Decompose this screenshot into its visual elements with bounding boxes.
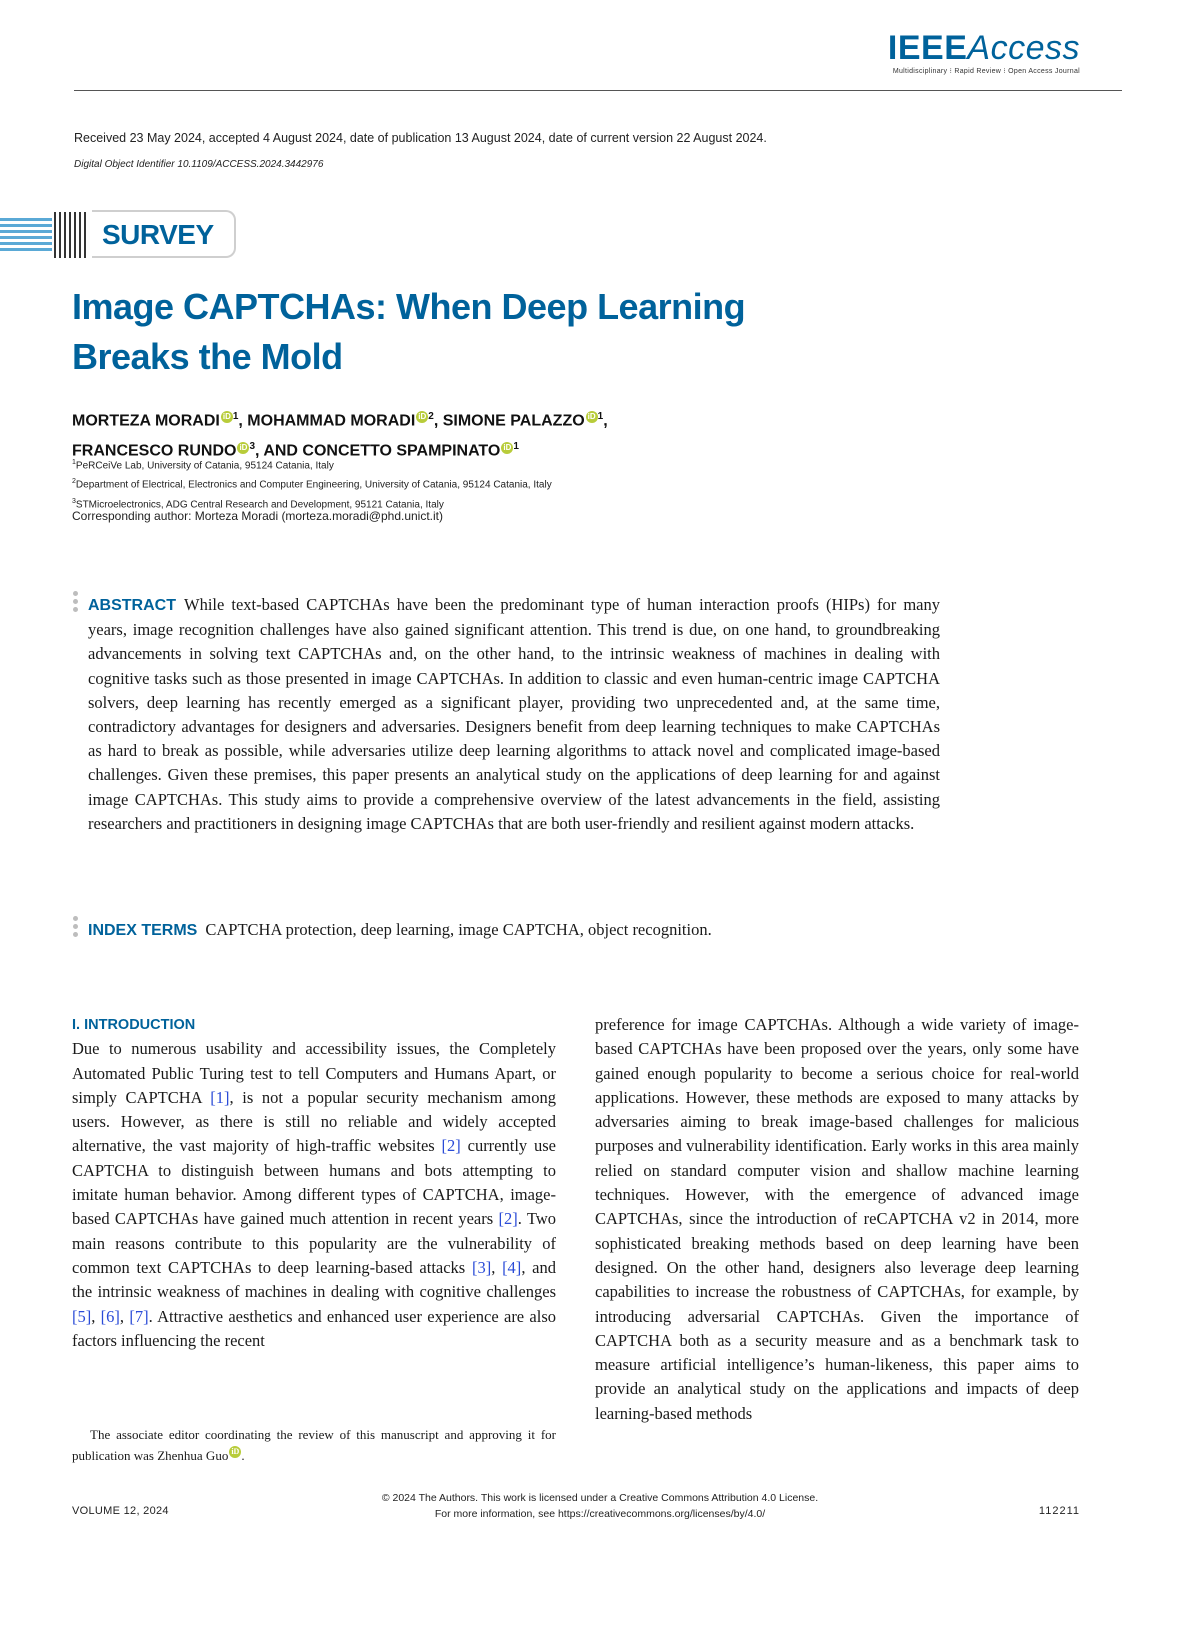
page-number: 112211 bbox=[1038, 1505, 1080, 1517]
citation-link[interactable]: [6] bbox=[100, 1306, 120, 1326]
author-name: MORTEZA MORADI bbox=[72, 412, 220, 430]
logo-tagline: Multidisciplinary ⁝ Rapid Review ⁝ Open Access Journal bbox=[892, 68, 1080, 75]
article-type-label: SURVEY bbox=[102, 219, 214, 250]
orcid-icon[interactable]: iD bbox=[587, 412, 596, 422]
author-separator: , bbox=[603, 412, 608, 430]
index-terms-label: INDEX TERMS bbox=[88, 922, 198, 939]
affiliation-sup: 1 bbox=[72, 459, 76, 466]
title-line-2: Breaks the Mold bbox=[72, 336, 343, 377]
author-affil-sup: 1 bbox=[513, 441, 519, 453]
volume: VOLUME 12, 2024 bbox=[72, 1505, 169, 1517]
intro-paragraph-continued: preference for image CAPTCHAs. Although a wide variety of image-based CAPTCHAs have been proposed over the years, only some have gained enough popularity to become a serious choice for real-world applications. However, these methods are exposed to many attacks by adversaries aiming to break image-based challenges for malicious purposes and vulnerability identification. Early works in this area mainly relied on standard computer vision and shallow machine learning techniques. However, with the emergence of advanced image CAPTCHAs, since the introduction of reCAPTCHA v2 in 2014, more sophisticated breaking methods based on deep learning have been designed. On the other hand, designers also leverage deep learning capabilities to increase the robustness of CAPTCHAs, for example, by introducing adversarial CAPTCHAs. Given the importance of CAPTCHA both as a security measure and as a benchmark task to measure artificial intelligence’s human-likeness, this paper aims to provide an analytical study on the applications and impacts of deep learning-based methods bbox=[595, 1015, 1079, 1423]
author-affil-sup: 1 bbox=[232, 411, 239, 422]
doi: Digital Object Identifier 10.1109/ACCESS.2024.3442976 bbox=[74, 159, 324, 170]
paper-title bbox=[72, 282, 832, 382]
author-name: , AND CONCETTO SPAMPINATO bbox=[255, 442, 501, 460]
intro-column-right bbox=[595, 1013, 1079, 1426]
corresponding-author: Corresponding author: Morteza Moradi (morteza.moradi@phd.unict.it) bbox=[72, 509, 444, 523]
title-line-1: Image CAPTCHAs: When Deep Learning bbox=[72, 286, 746, 327]
editor-footnote bbox=[72, 1424, 556, 1466]
abstract-text: While text-based CAPTCHAs have been the predominant type of human interaction proofs (HIPs) for many years, image recognition challenges have also gained significant attention. This trend is due, on one hand, to groundbreaking advancements in solving text CAPTCHAs and, on the other hand, to the intrinsic weakness of machines in dealing with cognitive tasks such as those presented in image CAPTCHAs. In addition to classic and even human-centric image CAPTCHA solvers, deep learning has recently emerged as a significant player, providing two unprecedented and, at the same time, contradictory advantages for designers and adversaries. Designers benefit from deep learning techniques to make CAPTCHAs as hard to break as possible, while adversaries utilize deep learning algorithms to attack novel and complicated image-based challenges. Given these premises, this paper presents an analytical study on the applications of deep learning for and against image CAPTCHAs. This study aims to provide a comprehensive overview of the latest advancements in the field, assisting researchers and practitioners in designing image CAPTCHAs that are both user-friendly and resilient against modern attacks. bbox=[88, 595, 940, 833]
author-affil-sup: 2 bbox=[428, 411, 434, 422]
author-name: FRANCESCO RUNDO bbox=[72, 442, 237, 460]
citation-link[interactable]: [7] bbox=[129, 1306, 149, 1326]
journal-logo bbox=[888, 30, 1080, 75]
license-link[interactable]: For more information, see https://creativecommons.org/licenses/by/4.0/ bbox=[434, 1508, 766, 1520]
index-terms bbox=[88, 918, 940, 943]
author-name: , SIMONE PALAZZO bbox=[433, 412, 585, 430]
intro-paragraph: Due to numerous usability and accessibility issues, the Completely Automated Public Turing test to tell Computers and Humans Apart, or simply CAPTCHA [1], is not a popular security mechanism among users. However, as there is still no reliable and widely accepted alternative, the vast majority of high-traffic websites [2] currently use CAPTCHA to distinguish between humans and bots attempting to imitate human behavior. Among different types of CAPTCHA, image-based CAPTCHAs have gained much attention in recent years [2]. Two main reasons contribute to this popularity are the vulnerability of common text CAPTCHAs to deep learning-based attacks [3], [4], and the intrinsic weakness of machines in dealing with cognitive challenges [5], [6], [7]. Attractive aesthetics and enhanced user experience are also factors influencing the recent bbox=[72, 1039, 557, 1350]
footnote-end: . bbox=[241, 1448, 245, 1463]
citation-link[interactable]: [2] bbox=[498, 1209, 518, 1229]
affiliation-sup: 3 bbox=[72, 497, 76, 505]
banner-stripes bbox=[0, 210, 92, 260]
author-affil-sup: 3 bbox=[249, 441, 256, 453]
citation-link[interactable]: [2] bbox=[441, 1136, 461, 1156]
index-terms-marker bbox=[73, 916, 79, 940]
orcid-icon[interactable]: iD bbox=[418, 412, 427, 422]
affiliation-item bbox=[72, 455, 552, 474]
citation-link[interactable]: [1] bbox=[210, 1087, 230, 1107]
citation-link[interactable]: [3] bbox=[471, 1257, 492, 1277]
orcid-icon[interactable]: iD bbox=[231, 1447, 240, 1456]
abstract bbox=[88, 593, 940, 836]
intro-column-left bbox=[72, 1013, 556, 1353]
citation-link[interactable]: [5] bbox=[72, 1306, 92, 1326]
license-notice bbox=[300, 1490, 900, 1522]
affiliation-text: Department of Electrical, Electronics and Computer Engineering, University of Catania, 95124 Catania, Italy bbox=[75, 479, 552, 491]
logo-ieee: IEEE bbox=[887, 29, 968, 67]
footnote-text: The associate editor coordinating the review of this manuscript and approving it for publication was Zhenhua Guo bbox=[72, 1427, 556, 1463]
affiliation-sup: 2 bbox=[72, 478, 76, 486]
orcid-icon[interactable]: iD bbox=[222, 412, 231, 422]
author-name: , MOHAMMAD MORADI bbox=[238, 412, 416, 430]
header-rule bbox=[74, 90, 1122, 91]
logo-access: Access bbox=[967, 29, 1080, 67]
affiliation-item bbox=[72, 474, 552, 493]
affiliation-text: STMicroelectronics, ADG Central Research and Development, 95121 Catania, Italy bbox=[75, 498, 444, 510]
citation-link[interactable]: [4] bbox=[502, 1257, 522, 1277]
index-terms-text: CAPTCHA protection, deep learning, image CAPTCHA, object recognition. bbox=[205, 920, 712, 939]
author-affil-sup: 1 bbox=[597, 411, 604, 422]
affiliation-text: PeRCeiVe Lab, University of Catania, 95124 Catania, Italy bbox=[75, 460, 334, 472]
section-heading: I. INTRODUCTION bbox=[72, 1017, 196, 1033]
orcid-icon[interactable]: iD bbox=[239, 442, 248, 452]
abstract-label: ABSTRACT bbox=[88, 597, 176, 614]
affiliations bbox=[72, 455, 552, 513]
orcid-icon[interactable]: iD bbox=[503, 442, 512, 452]
license-line-1: © 2024 The Authors. This work is licensed under a Creative Commons Attribution 4.0 License. bbox=[381, 1492, 819, 1504]
received-dates: Received 23 May 2024, accepted 4 August 2024, date of publication 13 August 2024, date of current version 22 August 2024. bbox=[74, 131, 767, 145]
abstract-marker bbox=[73, 591, 79, 615]
